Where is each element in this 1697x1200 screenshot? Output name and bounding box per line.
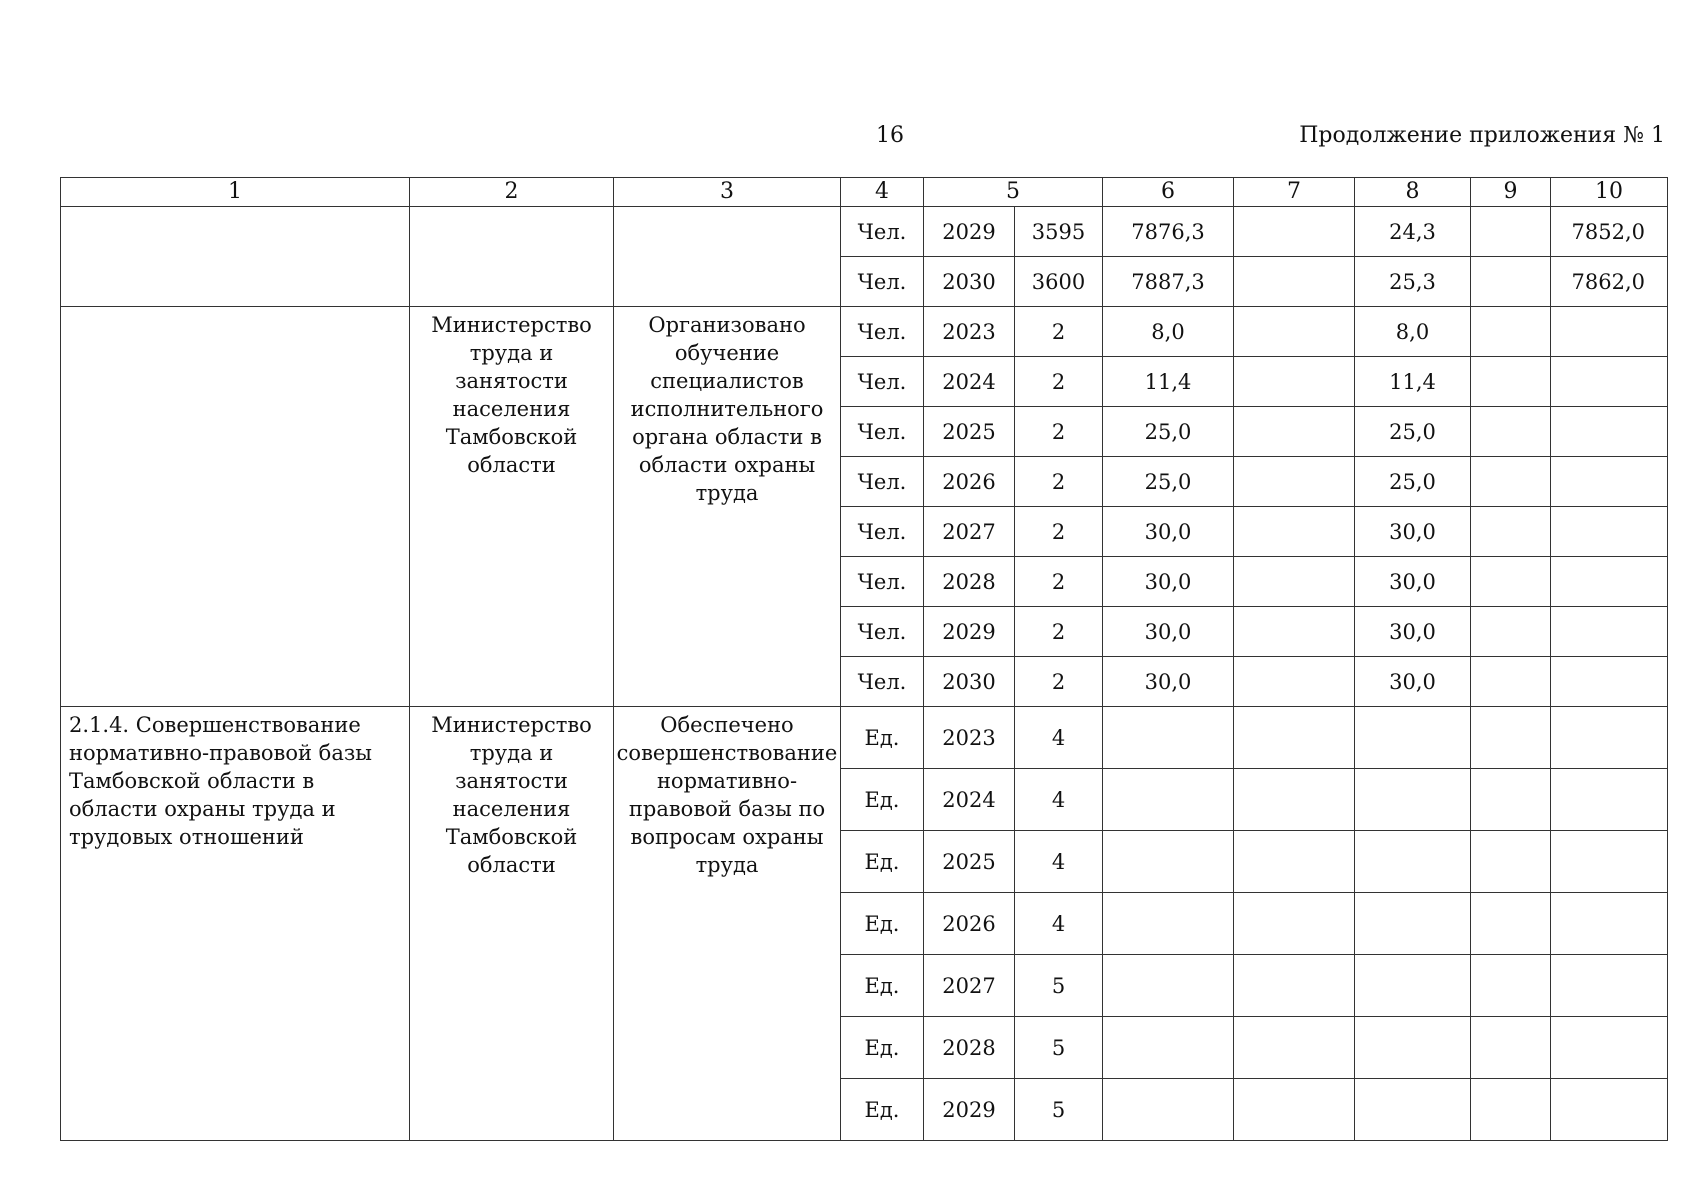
column-header: 6: [1103, 178, 1234, 207]
indicator-value-cell: 2: [1015, 407, 1103, 457]
regional-funding-cell: 8,0: [1355, 307, 1471, 357]
regional-funding-cell: 30,0: [1355, 557, 1471, 607]
extra-funding-cell: [1551, 357, 1668, 407]
unit-cell: Чел.: [841, 607, 924, 657]
extra-funding-cell: [1551, 607, 1668, 657]
column-header: 3: [614, 178, 841, 207]
total-funding-cell: 25,0: [1103, 457, 1234, 507]
year-cell: 2029: [924, 207, 1015, 257]
result-cell: Обеспечено совершенствование нормативно-правовой базы по вопросам охраны труда: [614, 707, 841, 1141]
regional-funding-cell: 25,0: [1355, 457, 1471, 507]
unit-cell: Ед.: [841, 893, 924, 955]
federal-funding-cell: [1234, 357, 1355, 407]
year-cell: 2029: [924, 607, 1015, 657]
total-funding-cell: 7876,3: [1103, 207, 1234, 257]
unit-cell: Чел.: [841, 207, 924, 257]
local-funding-cell: [1471, 769, 1551, 831]
federal-funding-cell: [1234, 657, 1355, 707]
unit-cell: Ед.: [841, 1017, 924, 1079]
year-cell: 2024: [924, 357, 1015, 407]
total-funding-cell: [1103, 707, 1234, 769]
regional-funding-cell: [1355, 831, 1471, 893]
header-row: [61, 178, 1668, 207]
local-funding-cell: [1471, 955, 1551, 1017]
column-header: 5: [924, 178, 1103, 207]
local-funding-cell: [1471, 557, 1551, 607]
extra-funding-cell: [1551, 955, 1668, 1017]
year-cell: 2026: [924, 457, 1015, 507]
year-cell: 2030: [924, 657, 1015, 707]
total-funding-cell: 30,0: [1103, 507, 1234, 557]
indicator-value-cell: 4: [1015, 893, 1103, 955]
result-cell: [614, 207, 841, 307]
local-funding-cell: [1471, 307, 1551, 357]
federal-funding-cell: [1234, 831, 1355, 893]
federal-funding-cell: [1234, 307, 1355, 357]
indicator-value-cell: 2: [1015, 507, 1103, 557]
federal-funding-cell: [1234, 607, 1355, 657]
year-cell: 2028: [924, 1017, 1015, 1079]
total-funding-cell: [1103, 1079, 1234, 1141]
indicator-value-cell: 2: [1015, 307, 1103, 357]
extra-funding-cell: [1551, 893, 1668, 955]
regional-funding-cell: [1355, 893, 1471, 955]
regional-funding-cell: [1355, 769, 1471, 831]
total-funding-cell: 30,0: [1103, 607, 1234, 657]
column-header: 4: [841, 178, 924, 207]
extra-funding-cell: [1551, 307, 1668, 357]
total-funding-cell: [1103, 955, 1234, 1017]
total-funding-cell: 30,0: [1103, 557, 1234, 607]
unit-cell: Чел.: [841, 507, 924, 557]
unit-cell: Чел.: [841, 407, 924, 457]
unit-cell: Чел.: [841, 257, 924, 307]
year-cell: 2029: [924, 1079, 1015, 1141]
table-row: [61, 307, 1668, 357]
year-cell: 2026: [924, 893, 1015, 955]
appendix-note: Продолжение приложения № 1: [1299, 123, 1665, 148]
extra-funding-cell: 7852,0: [1551, 207, 1668, 257]
table-row: [61, 707, 1668, 769]
indicator-value-cell: 4: [1015, 831, 1103, 893]
indicator-value-cell: 5: [1015, 955, 1103, 1017]
total-funding-cell: [1103, 893, 1234, 955]
total-funding-cell: [1103, 831, 1234, 893]
federal-funding-cell: [1234, 893, 1355, 955]
extra-funding-cell: [1551, 1079, 1668, 1141]
page-number: 16: [876, 123, 904, 148]
federal-funding-cell: [1234, 407, 1355, 457]
year-cell: 2024: [924, 769, 1015, 831]
column-header: 8: [1355, 178, 1471, 207]
indicator-value-cell: 3595: [1015, 207, 1103, 257]
regional-funding-cell: 25,3: [1355, 257, 1471, 307]
local-funding-cell: [1471, 1017, 1551, 1079]
extra-funding-cell: [1551, 1017, 1668, 1079]
total-funding-cell: 8,0: [1103, 307, 1234, 357]
unit-cell: Ед.: [841, 955, 924, 1017]
total-funding-cell: [1103, 769, 1234, 831]
regional-funding-cell: 30,0: [1355, 607, 1471, 657]
total-funding-cell: 11,4: [1103, 357, 1234, 407]
extra-funding-cell: [1551, 657, 1668, 707]
column-header: 2: [410, 178, 614, 207]
federal-funding-cell: [1234, 257, 1355, 307]
federal-funding-cell: [1234, 1079, 1355, 1141]
extra-funding-cell: [1551, 507, 1668, 557]
unit-cell: Чел.: [841, 307, 924, 357]
regional-funding-cell: [1355, 955, 1471, 1017]
regional-funding-cell: [1355, 1079, 1471, 1141]
measure-name-cell: [61, 307, 410, 707]
program-table: [60, 177, 1668, 1141]
regional-funding-cell: 30,0: [1355, 657, 1471, 707]
year-cell: 2027: [924, 507, 1015, 557]
year-cell: 2025: [924, 831, 1015, 893]
federal-funding-cell: [1234, 207, 1355, 257]
unit-cell: Ед.: [841, 707, 924, 769]
local-funding-cell: [1471, 893, 1551, 955]
column-header: 10: [1551, 178, 1668, 207]
indicator-value-cell: 2: [1015, 457, 1103, 507]
total-funding-cell: 7887,3: [1103, 257, 1234, 307]
extra-funding-cell: [1551, 407, 1668, 457]
local-funding-cell: [1471, 207, 1551, 257]
executor-cell: Министерство труда и занятости населения Тамбовской области: [410, 307, 614, 707]
local-funding-cell: [1471, 507, 1551, 557]
total-funding-cell: 30,0: [1103, 657, 1234, 707]
column-header: 1: [61, 178, 410, 207]
year-cell: 2023: [924, 307, 1015, 357]
local-funding-cell: [1471, 257, 1551, 307]
extra-funding-cell: 7862,0: [1551, 257, 1668, 307]
unit-cell: Чел.: [841, 557, 924, 607]
extra-funding-cell: [1551, 831, 1668, 893]
result-cell: Организовано обучение специалистов исполнительного органа области в области охраны труда: [614, 307, 841, 707]
indicator-value-cell: 4: [1015, 769, 1103, 831]
total-funding-cell: [1103, 1017, 1234, 1079]
regional-funding-cell: 24,3: [1355, 207, 1471, 257]
federal-funding-cell: [1234, 769, 1355, 831]
extra-funding-cell: [1551, 557, 1668, 607]
local-funding-cell: [1471, 707, 1551, 769]
extra-funding-cell: [1551, 769, 1668, 831]
indicator-value-cell: 5: [1015, 1079, 1103, 1141]
measure-name-cell: 2.1.4. Совершенствование нормативно-правовой базы Тамбовской области в области охраны труда и трудовых отношений: [61, 707, 410, 1141]
local-funding-cell: [1471, 607, 1551, 657]
local-funding-cell: [1471, 1079, 1551, 1141]
year-cell: 2030: [924, 257, 1015, 307]
year-cell: 2023: [924, 707, 1015, 769]
table-row: [61, 207, 1668, 257]
local-funding-cell: [1471, 657, 1551, 707]
year-cell: 2028: [924, 557, 1015, 607]
federal-funding-cell: [1234, 507, 1355, 557]
unit-cell: Ед.: [841, 1079, 924, 1141]
extra-funding-cell: [1551, 707, 1668, 769]
unit-cell: Чел.: [841, 457, 924, 507]
federal-funding-cell: [1234, 457, 1355, 507]
unit-cell: Чел.: [841, 357, 924, 407]
column-header: 9: [1471, 178, 1551, 207]
unit-cell: Ед.: [841, 769, 924, 831]
indicator-value-cell: 2: [1015, 557, 1103, 607]
indicator-value-cell: 3600: [1015, 257, 1103, 307]
unit-cell: Ед.: [841, 831, 924, 893]
federal-funding-cell: [1234, 557, 1355, 607]
local-funding-cell: [1471, 457, 1551, 507]
indicator-value-cell: 2: [1015, 607, 1103, 657]
executor-cell: [410, 207, 614, 307]
local-funding-cell: [1471, 357, 1551, 407]
federal-funding-cell: [1234, 707, 1355, 769]
federal-funding-cell: [1234, 1017, 1355, 1079]
extra-funding-cell: [1551, 457, 1668, 507]
local-funding-cell: [1471, 831, 1551, 893]
executor-cell: Министерство труда и занятости населения Тамбовской области: [410, 707, 614, 1141]
regional-funding-cell: 11,4: [1355, 357, 1471, 407]
regional-funding-cell: 30,0: [1355, 507, 1471, 557]
unit-cell: Чел.: [841, 657, 924, 707]
federal-funding-cell: [1234, 955, 1355, 1017]
year-cell: 2025: [924, 407, 1015, 457]
year-cell: 2027: [924, 955, 1015, 1017]
regional-funding-cell: [1355, 1017, 1471, 1079]
indicator-value-cell: 2: [1015, 357, 1103, 407]
local-funding-cell: [1471, 407, 1551, 457]
indicator-value-cell: 4: [1015, 707, 1103, 769]
regional-funding-cell: 25,0: [1355, 407, 1471, 457]
measure-name-cell: [61, 207, 410, 307]
indicator-value-cell: 2: [1015, 657, 1103, 707]
column-header: 7: [1234, 178, 1355, 207]
indicator-value-cell: 5: [1015, 1017, 1103, 1079]
total-funding-cell: 25,0: [1103, 407, 1234, 457]
regional-funding-cell: [1355, 707, 1471, 769]
